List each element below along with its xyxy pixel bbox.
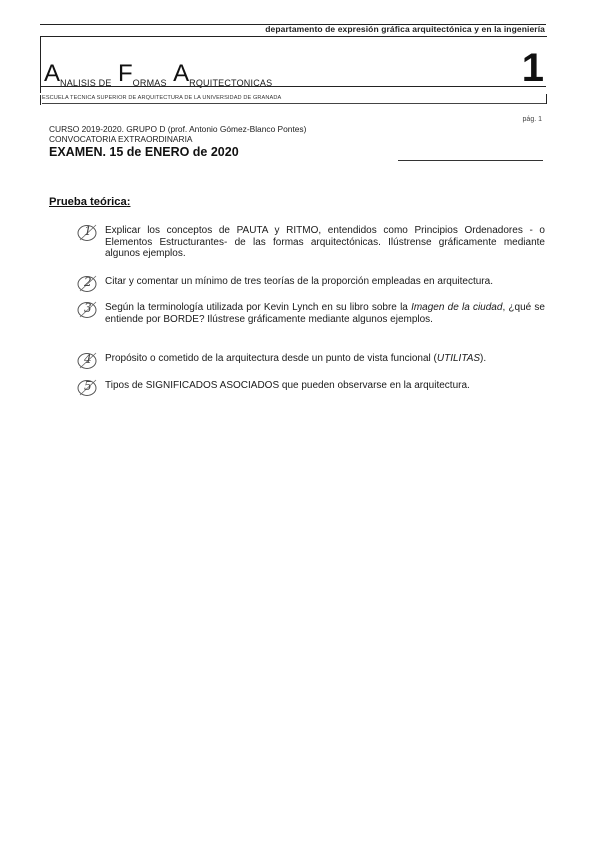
- question-number-mark: [76, 274, 98, 294]
- title-word-analisis: NALISIS DE: [60, 78, 112, 88]
- school-name: ESCUELA TECNICA SUPERIOR DE ARQUITECTURA DE LA UNIVERSIDAD DE GRANADA: [42, 95, 546, 104]
- exam-meta: [49, 125, 306, 144]
- question-number: 1: [84, 224, 92, 238]
- section-heading-text: Prueba teórica: [49, 196, 127, 208]
- title-rule: [398, 160, 543, 161]
- call-line: CONVOCATORIA EXTRAORDINARIA: [49, 133, 193, 144]
- utilitas-term: UTILITAS: [436, 353, 481, 364]
- question-text: Tipos de SIGNIFICADOS ASOCIADOS que pueden observarse en la arquitectura.: [105, 380, 470, 391]
- section-heading: [49, 196, 130, 208]
- department-name: departamento de expresión gráfica arquitectónica y en la ingeniería: [265, 24, 545, 34]
- question-text: [105, 302, 545, 325]
- question-text-before: Según la terminología utilizada por Kevin Lynch en su libro sobre la: [105, 302, 412, 313]
- question-number-mark: [76, 300, 98, 320]
- question-text: Explicar los conceptos de PAUTA y RITMO, entendidos como Principios Ordenadores - o Elementos Estructurantes- de las formas arquitectónicas. Ilústrense gráficamente mediante algunos ejemplos.: [105, 225, 545, 260]
- question-number: 2: [84, 275, 92, 289]
- question-text-after: , ¿qué se entiende por BORDE? Ilústrese gráficamente mediante algunos ejemplos.: [105, 302, 545, 325]
- question-text-after: ).: [480, 353, 487, 364]
- course-line: CURSO 2019-2020. GRUPO D (prof. Antonio Gómez-Blanco Pontes): [49, 124, 307, 134]
- question-text: Citar y comentar un mínimo de tres teorías de la proporción empleadas en arquitectura.: [105, 276, 493, 287]
- question-number-mark: [76, 223, 98, 243]
- question-number-mark: [76, 378, 98, 398]
- title-initial-f: F: [118, 60, 133, 87]
- question-number: 5: [84, 379, 92, 393]
- course-number: 1: [521, 46, 544, 90]
- course-title: [44, 60, 544, 86]
- book-title: Imagen de la ciudad: [411, 302, 503, 313]
- question-number: 4: [84, 352, 92, 366]
- title-word-arquitectonicas: RQUITECTONICAS: [189, 78, 273, 88]
- school-left-tick: [40, 95, 41, 105]
- header-title-rule: [40, 86, 546, 87]
- section-heading-colon: :: [126, 196, 131, 208]
- school-right-tick: [546, 94, 547, 104]
- question-text-before: Propósito o cometido de la arquitectura desde un punto de vista funcional (: [105, 353, 437, 364]
- page-number: pág. 1: [522, 116, 542, 123]
- exam-title: EXAMEN. 15 de ENERO de 2020: [49, 145, 239, 159]
- question-number: 3: [84, 301, 92, 315]
- title-initial-a1: A: [44, 60, 61, 87]
- title-initial-a2: A: [173, 60, 190, 87]
- title-word-formas: ORMAS: [132, 78, 167, 88]
- question-number-mark: [76, 351, 98, 371]
- question-text: [105, 353, 545, 365]
